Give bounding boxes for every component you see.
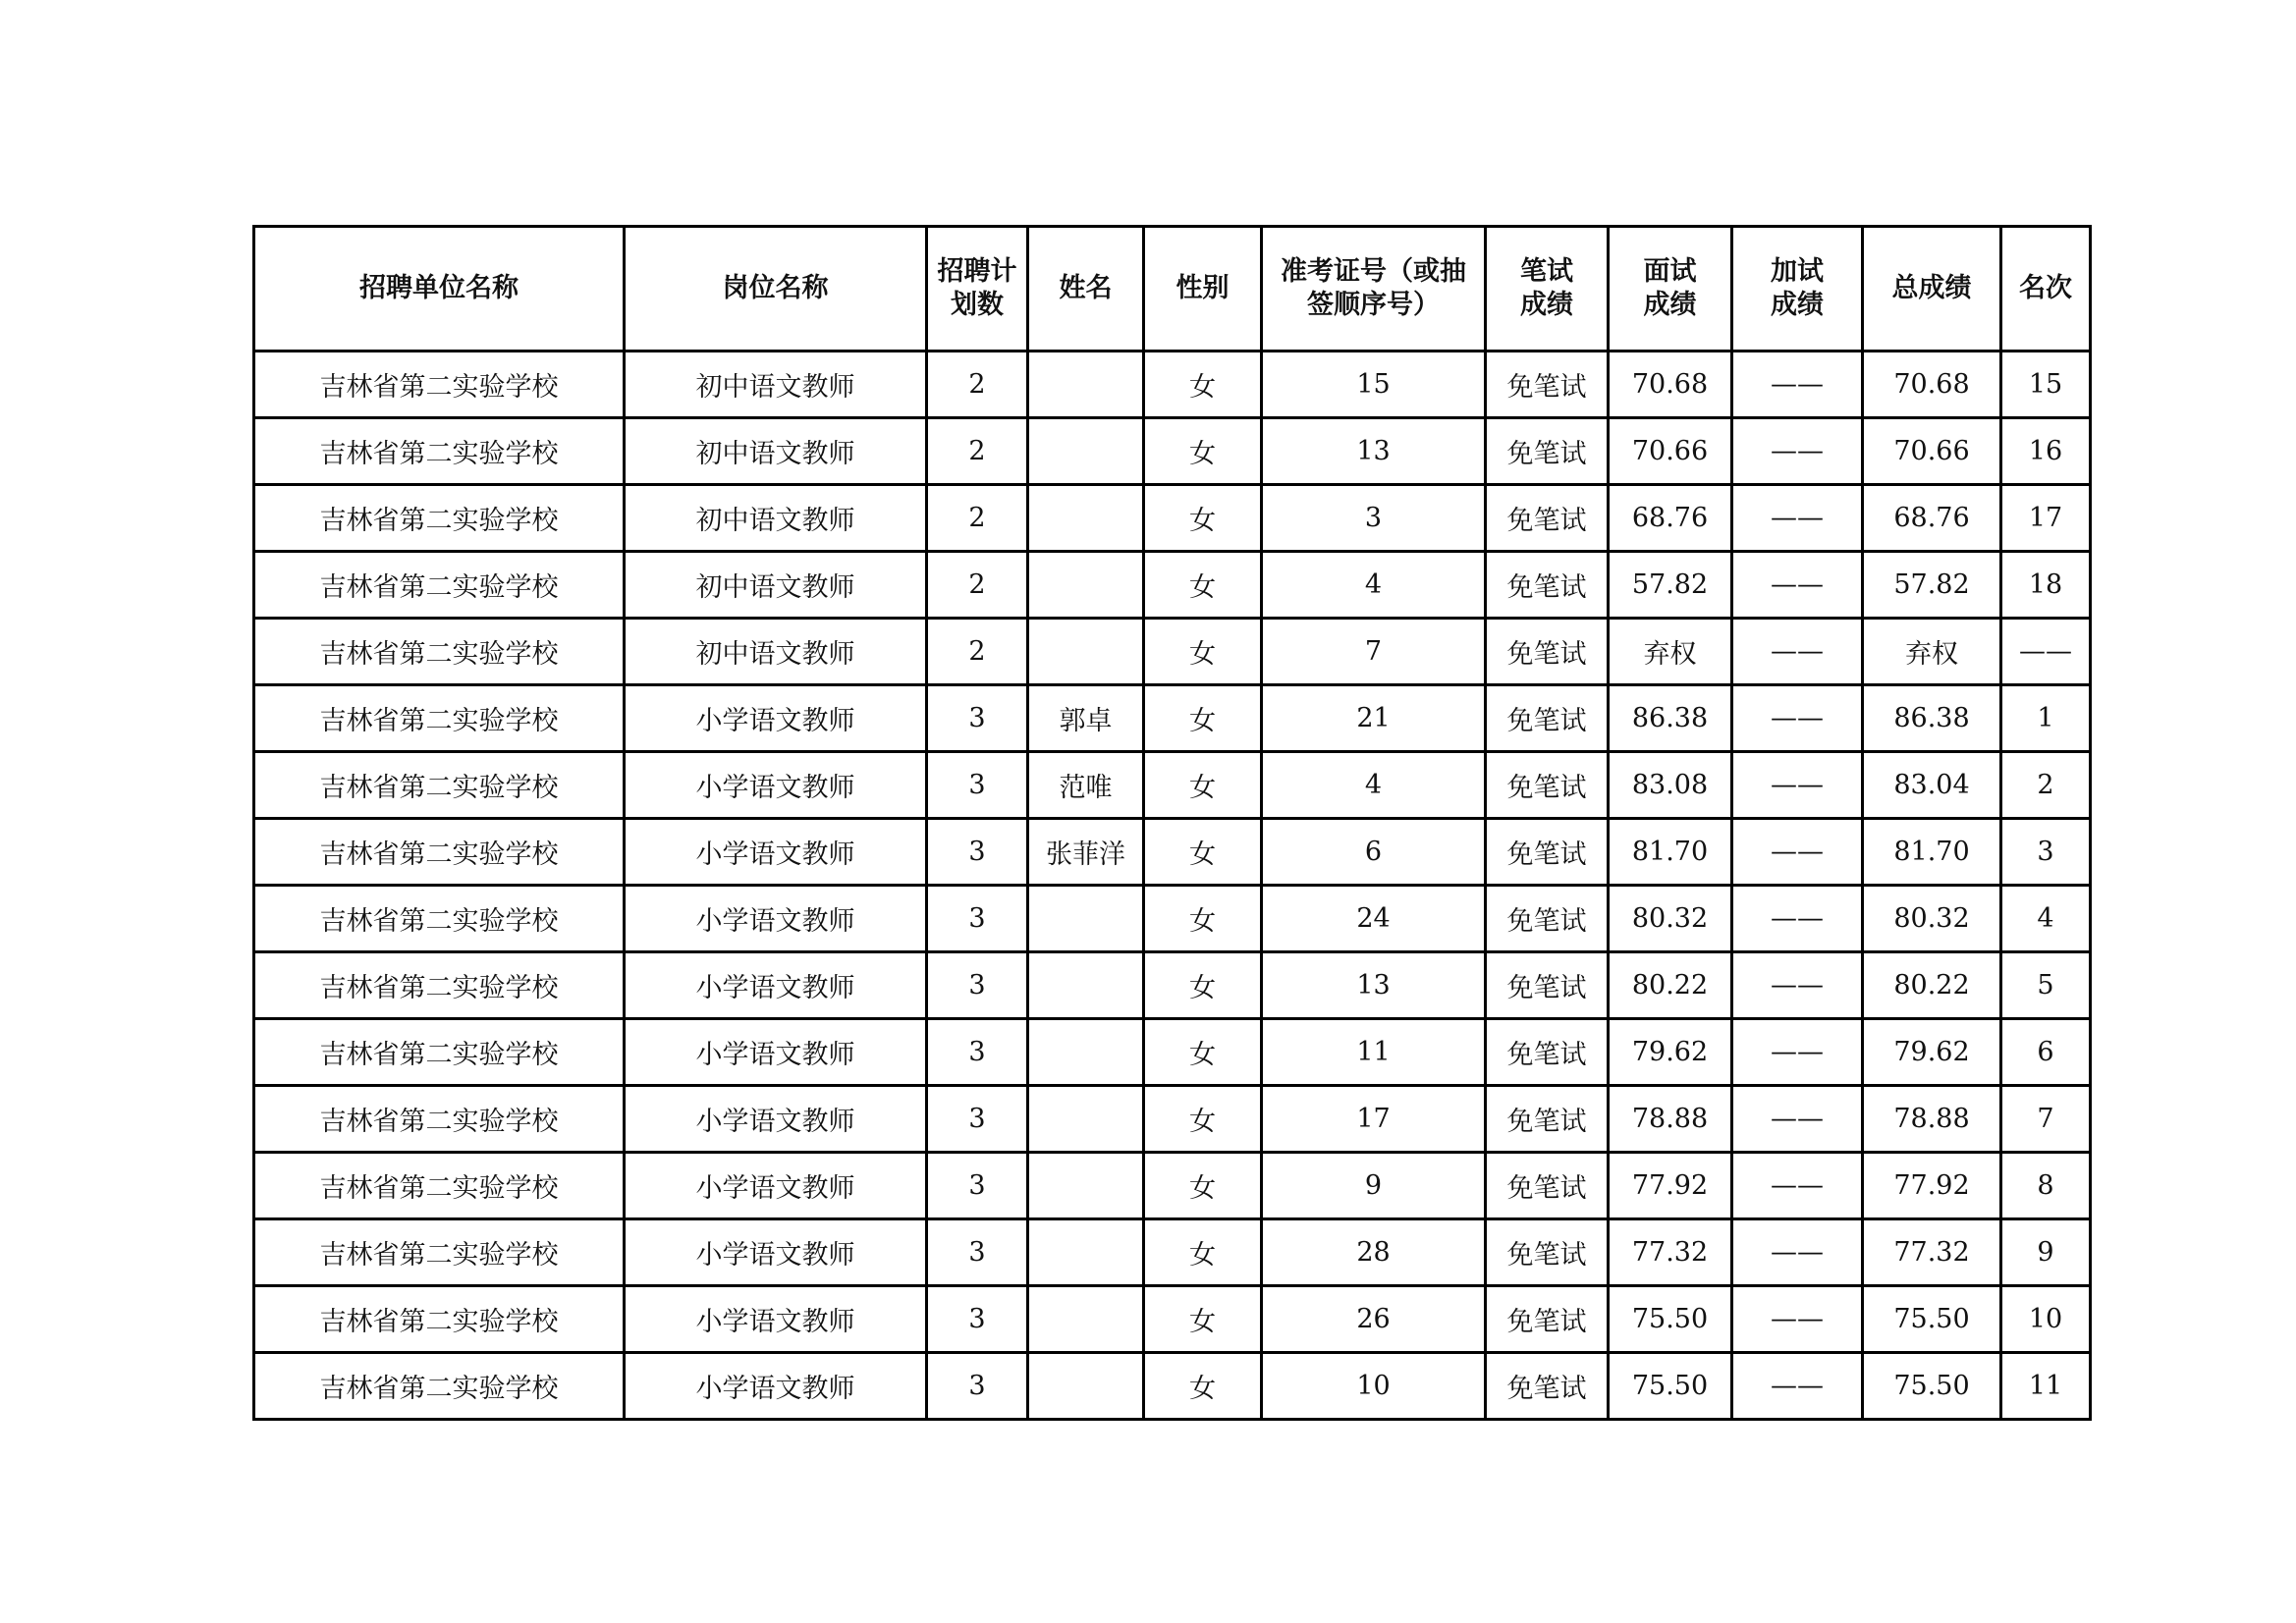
header-gender-line: 性别 [1175,273,1230,303]
cell-extra: —— [1732,1086,1863,1153]
cell-written: 免笔试 [1486,1286,1609,1353]
cell-total: 68.76 [1863,485,2001,552]
cell-gender: 女 [1144,1086,1262,1153]
cell-unit: 吉林省第二实验学校 [254,552,625,619]
cell-unit: 吉林省第二实验学校 [254,1219,625,1286]
cell-written: 免笔试 [1486,886,1609,952]
cell-extra: —— [1732,952,1863,1019]
cell-plan: 3 [927,1286,1028,1353]
cell-name [1028,1019,1144,1086]
cell-rank: 16 [2001,418,2091,485]
cell-gender: 女 [1144,552,1262,619]
cell-name [1028,1286,1144,1353]
cell-total: 70.66 [1863,418,2001,485]
cell-name: 郭卓 [1028,685,1144,752]
header-ticket [1262,227,1486,352]
cell-plan: 3 [927,1353,1028,1420]
cell-rank: 3 [2001,819,2091,886]
table-row [254,886,2091,952]
cell-written: 免笔试 [1486,485,1609,552]
cell-total: 75.50 [1863,1286,2001,1353]
cell-unit: 吉林省第二实验学校 [254,819,625,886]
cell-interview: 80.22 [1609,952,1732,1019]
table-row [254,685,2091,752]
cell-gender: 女 [1144,485,1262,552]
cell-gender: 女 [1144,819,1262,886]
header-interview [1609,227,1732,352]
cell-gender: 女 [1144,418,1262,485]
table-row [254,1019,2091,1086]
cell-extra: —— [1732,485,1863,552]
cell-name: 张菲洋 [1028,819,1144,886]
cell-plan: 3 [927,1019,1028,1086]
table-row [254,1153,2091,1219]
header-unit [254,227,625,352]
cell-gender: 女 [1144,752,1262,819]
table-header [254,227,2091,352]
cell-position: 小学语文教师 [625,1086,927,1153]
cell-gender: 女 [1144,886,1262,952]
header-written-line: 成绩 [1520,290,1573,320]
cell-interview: 75.50 [1609,1353,1732,1420]
cell-gender: 女 [1144,952,1262,1019]
table-body [254,352,2091,1420]
cell-plan: 3 [927,886,1028,952]
cell-plan: 3 [927,1219,1028,1286]
cell-written: 免笔试 [1486,418,1609,485]
cell-gender: 女 [1144,619,1262,685]
table-row [254,819,2091,886]
cell-plan: 3 [927,685,1028,752]
cell-plan: 2 [927,485,1028,552]
cell-rank: 10 [2001,1286,2091,1353]
cell-position: 小学语文教师 [625,952,927,1019]
cell-position: 小学语文教师 [625,685,927,752]
table-row [254,752,2091,819]
cell-gender: 女 [1144,1353,1262,1420]
cell-total: 80.32 [1863,886,2001,952]
cell-unit: 吉林省第二实验学校 [254,752,625,819]
header-gender [1144,227,1262,352]
table-row [254,1353,2091,1420]
cell-rank: 9 [2001,1219,2091,1286]
cell-extra: —— [1732,1219,1863,1286]
cell-extra: —— [1732,619,1863,685]
cell-gender: 女 [1144,1219,1262,1286]
cell-extra: —— [1732,552,1863,619]
cell-interview: 77.92 [1609,1153,1732,1219]
cell-ticket: 28 [1262,1219,1486,1286]
cell-written: 免笔试 [1486,1353,1609,1420]
table-row [254,619,2091,685]
header-ticket-line: 准考证号（或抽 [1281,256,1466,287]
cell-interview: 77.32 [1609,1219,1732,1286]
cell-plan: 3 [927,1153,1028,1219]
cell-unit: 吉林省第二实验学校 [254,619,625,685]
cell-unit: 吉林省第二实验学校 [254,485,625,552]
cell-position: 初中语文教师 [625,352,927,418]
table-row [254,485,2091,552]
cell-interview: 弃权 [1609,619,1732,685]
cell-extra: —— [1732,886,1863,952]
table-row [254,418,2091,485]
cell-position: 小学语文教师 [625,1019,927,1086]
header-plan-line: 划数 [951,290,1004,320]
cell-total: 77.32 [1863,1219,2001,1286]
cell-name [1028,1353,1144,1420]
cell-plan: 2 [927,418,1028,485]
header-name [1028,227,1144,352]
cell-gender: 女 [1144,1153,1262,1219]
cell-written: 免笔试 [1486,952,1609,1019]
cell-ticket: 26 [1262,1286,1486,1353]
table-row [254,1286,2091,1353]
cell-extra: —— [1732,685,1863,752]
cell-total: 57.82 [1863,552,2001,619]
cell-position: 小学语文教师 [625,1219,927,1286]
cell-unit: 吉林省第二实验学校 [254,685,625,752]
cell-extra: —— [1732,752,1863,819]
cell-unit: 吉林省第二实验学校 [254,1086,625,1153]
cell-name: 范唯 [1028,752,1144,819]
cell-position: 小学语文教师 [625,886,927,952]
cell-gender: 女 [1144,1286,1262,1353]
cell-written: 免笔试 [1486,1086,1609,1153]
cell-interview: 57.82 [1609,552,1732,619]
cell-rank: 7 [2001,1086,2091,1153]
cell-gender: 女 [1144,352,1262,418]
cell-rank: 2 [2001,752,2091,819]
cell-rank: 6 [2001,1019,2091,1086]
cell-ticket: 4 [1262,752,1486,819]
header-rank-line: 名次 [2019,273,2072,303]
cell-interview: 86.38 [1609,685,1732,752]
table-row [254,352,2091,418]
cell-unit: 吉林省第二实验学校 [254,1286,625,1353]
cell-unit: 吉林省第二实验学校 [254,1153,625,1219]
cell-rank: 11 [2001,1353,2091,1420]
cell-total: 81.70 [1863,819,2001,886]
header-position-line: 岗位名称 [722,273,829,303]
cell-position: 小学语文教师 [625,1353,927,1420]
header-written [1486,227,1609,352]
cell-ticket: 7 [1262,619,1486,685]
cell-rank: 5 [2001,952,2091,1019]
cell-rank: —— [2001,619,2091,685]
header-ticket-line: 签顺序号） [1307,290,1440,320]
cell-interview: 80.32 [1609,886,1732,952]
cell-ticket: 10 [1262,1353,1486,1420]
cell-unit: 吉林省第二实验学校 [254,418,625,485]
table-row [254,952,2091,1019]
cell-name [1028,352,1144,418]
cell-plan: 2 [927,352,1028,418]
table-row [254,552,2091,619]
cell-extra: —— [1732,1019,1863,1086]
cell-gender: 女 [1144,685,1262,752]
cell-written: 免笔试 [1486,819,1609,886]
cell-rank: 15 [2001,352,2091,418]
cell-plan: 3 [927,1086,1028,1153]
cell-total: 70.68 [1863,352,2001,418]
cell-position: 小学语文教师 [625,752,927,819]
cell-total: 75.50 [1863,1353,2001,1420]
cell-total: 77.92 [1863,1153,2001,1219]
cell-interview: 79.62 [1609,1019,1732,1086]
table-row [254,1086,2091,1153]
header-extra-line: 成绩 [1771,290,1824,320]
header-row [254,227,2091,352]
cell-name [1028,1086,1144,1153]
header-extra-line: 加试 [1771,256,1824,287]
header-written-line: 笔试 [1520,256,1573,287]
cell-position: 初中语文教师 [625,619,927,685]
cell-ticket: 4 [1262,552,1486,619]
cell-name [1028,552,1144,619]
cell-total: 86.38 [1863,685,2001,752]
header-position [625,227,927,352]
cell-plan: 3 [927,752,1028,819]
header-plan-line: 招聘计 [937,256,1017,287]
cell-interview: 81.70 [1609,819,1732,886]
cell-written: 免笔试 [1486,1019,1609,1086]
cell-name [1028,1153,1144,1219]
cell-name [1028,485,1144,552]
cell-interview: 75.50 [1609,1286,1732,1353]
cell-written: 免笔试 [1486,1153,1609,1219]
cell-position: 小学语文教师 [625,1286,927,1353]
cell-interview: 83.08 [1609,752,1732,819]
results-table [252,225,2092,1421]
cell-rank: 17 [2001,485,2091,552]
cell-extra: —— [1732,352,1863,418]
cell-rank: 4 [2001,886,2091,952]
cell-ticket: 17 [1262,1086,1486,1153]
cell-plan: 3 [927,952,1028,1019]
cell-ticket: 13 [1262,952,1486,1019]
header-extra [1732,227,1863,352]
cell-unit: 吉林省第二实验学校 [254,952,625,1019]
cell-rank: 8 [2001,1153,2091,1219]
cell-ticket: 13 [1262,418,1486,485]
cell-unit: 吉林省第二实验学校 [254,1353,625,1420]
header-name-line: 姓名 [1059,273,1113,303]
cell-position: 小学语文教师 [625,819,927,886]
cell-ticket: 3 [1262,485,1486,552]
cell-ticket: 15 [1262,352,1486,418]
cell-position: 初中语文教师 [625,485,927,552]
header-interview-line: 面试 [1643,256,1697,287]
header-interview-line: 成绩 [1643,290,1697,320]
cell-ticket: 9 [1262,1153,1486,1219]
cell-position: 初中语文教师 [625,552,927,619]
cell-total: 78.88 [1863,1086,2001,1153]
cell-gender: 女 [1144,1019,1262,1086]
cell-written: 免笔试 [1486,685,1609,752]
cell-written: 免笔试 [1486,752,1609,819]
cell-interview: 78.88 [1609,1086,1732,1153]
cell-ticket: 6 [1262,819,1486,886]
cell-unit: 吉林省第二实验学校 [254,1019,625,1086]
cell-ticket: 24 [1262,886,1486,952]
cell-extra: —— [1732,819,1863,886]
cell-position: 小学语文教师 [625,1153,927,1219]
cell-name [1028,952,1144,1019]
cell-total: 79.62 [1863,1019,2001,1086]
cell-unit: 吉林省第二实验学校 [254,352,625,418]
cell-plan: 2 [927,552,1028,619]
cell-interview: 70.66 [1609,418,1732,485]
cell-name [1028,1219,1144,1286]
cell-total: 80.22 [1863,952,2001,1019]
cell-extra: —— [1732,1353,1863,1420]
cell-written: 免笔试 [1486,352,1609,418]
cell-total: 83.04 [1863,752,2001,819]
cell-written: 免笔试 [1486,619,1609,685]
cell-interview: 70.68 [1609,352,1732,418]
cell-extra: —— [1732,1153,1863,1219]
cell-position: 初中语文教师 [625,418,927,485]
cell-ticket: 21 [1262,685,1486,752]
cell-rank: 18 [2001,552,2091,619]
cell-interview: 68.76 [1609,485,1732,552]
cell-plan: 3 [927,819,1028,886]
header-total [1863,227,2001,352]
cell-extra: —— [1732,1286,1863,1353]
cell-written: 免笔试 [1486,1219,1609,1286]
table-row [254,1219,2091,1286]
cell-written: 免笔试 [1486,552,1609,619]
cell-name [1028,886,1144,952]
cell-extra: —— [1732,418,1863,485]
header-total-line: 总成绩 [1891,273,1972,303]
header-plan [927,227,1028,352]
cell-total: 弃权 [1863,619,2001,685]
cell-rank: 1 [2001,685,2091,752]
cell-ticket: 11 [1262,1019,1486,1086]
cell-plan: 2 [927,619,1028,685]
header-unit-line: 招聘单位名称 [359,273,519,303]
cell-name [1028,619,1144,685]
header-rank [2001,227,2091,352]
cell-unit: 吉林省第二实验学校 [254,886,625,952]
cell-name [1028,418,1144,485]
